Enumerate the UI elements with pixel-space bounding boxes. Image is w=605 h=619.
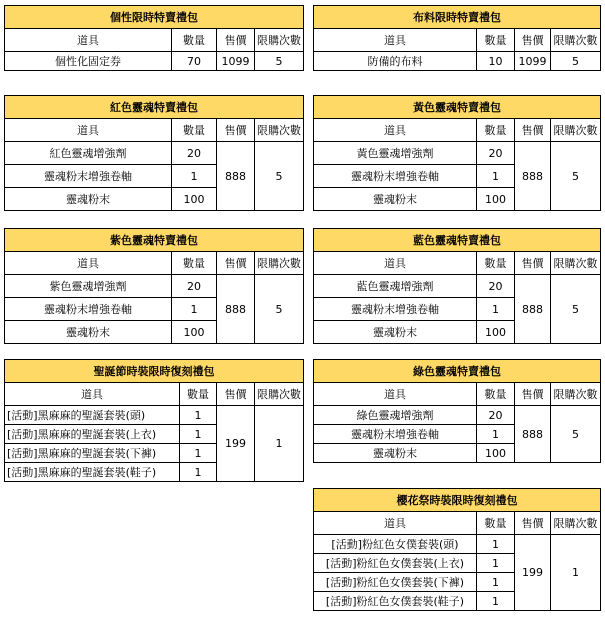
package-title: 紫色靈魂特賣禮包 bbox=[5, 229, 304, 252]
item-name: 靈魂粉末增強卷軸 bbox=[314, 165, 477, 188]
item-qty: 1 bbox=[477, 573, 515, 592]
item-name: 靈魂粉末 bbox=[314, 444, 477, 463]
header-limit: 限購次數 bbox=[255, 383, 304, 406]
package-table-green-soul bbox=[313, 359, 601, 463]
header-price: 售價 bbox=[217, 119, 255, 142]
item-name: 靈魂粉末增強卷軸 bbox=[314, 298, 477, 321]
item-name: 防備的布料 bbox=[314, 52, 477, 71]
header-item: 道具 bbox=[5, 119, 172, 142]
header-price: 售價 bbox=[515, 29, 551, 52]
package-table-christmas bbox=[4, 359, 304, 482]
item-qty: 100 bbox=[477, 321, 515, 344]
header-qty: 數量 bbox=[477, 383, 515, 406]
item-name: 靈魂粉末增強卷軸 bbox=[5, 298, 172, 321]
package-limit: 5 bbox=[551, 275, 601, 344]
package-price: 888 bbox=[217, 275, 255, 344]
header-limit: 限購次數 bbox=[255, 29, 304, 52]
header-item: 道具 bbox=[314, 252, 477, 275]
header-qty: 數量 bbox=[477, 252, 515, 275]
header-limit: 限購次數 bbox=[551, 29, 601, 52]
item-name: 藍色靈魂增強劑 bbox=[314, 275, 477, 298]
package-table-purple-soul bbox=[4, 228, 304, 344]
item-qty: 1 bbox=[180, 425, 217, 444]
item-name: 靈魂粉末 bbox=[314, 188, 477, 211]
package-limit: 5 bbox=[255, 52, 304, 71]
package-price: 888 bbox=[515, 406, 551, 463]
package-table-sakura bbox=[313, 488, 601, 611]
header-qty: 數量 bbox=[172, 252, 217, 275]
package-price: 199 bbox=[515, 535, 551, 611]
item-qty: 1 bbox=[477, 165, 515, 188]
header-limit: 限購次數 bbox=[551, 512, 601, 535]
item-qty: 1 bbox=[180, 463, 217, 482]
item-name: [活動]黑麻麻的聖誕套裝(鞋子) bbox=[5, 463, 180, 482]
item-name: 靈魂粉末增強卷軸 bbox=[5, 165, 172, 188]
header-qty: 數量 bbox=[172, 119, 217, 142]
package-price: 888 bbox=[515, 142, 551, 211]
package-title: 個性限時特賣禮包 bbox=[5, 6, 304, 29]
item-name: 靈魂粉末增強卷軸 bbox=[314, 425, 477, 444]
package-price: 1099 bbox=[217, 52, 255, 71]
package-title: 布料限時特賣禮包 bbox=[314, 6, 601, 29]
header-price: 售價 bbox=[515, 383, 551, 406]
item-name: 個性化固定券 bbox=[5, 52, 172, 71]
item-name: [活動]粉紅色女僕套裝(上衣) bbox=[314, 554, 477, 573]
header-item: 道具 bbox=[5, 383, 180, 406]
package-price: 1099 bbox=[515, 52, 551, 71]
item-qty: 1 bbox=[172, 165, 217, 188]
item-qty: 100 bbox=[477, 444, 515, 463]
package-title: 綠色靈魂特賣禮包 bbox=[314, 360, 601, 383]
header-price: 售價 bbox=[515, 512, 551, 535]
item-name: 靈魂粉末 bbox=[5, 321, 172, 344]
item-qty: 20 bbox=[477, 142, 515, 165]
item-qty: 20 bbox=[477, 406, 515, 425]
item-qty: 1 bbox=[477, 535, 515, 554]
header-item: 道具 bbox=[314, 29, 477, 52]
item-name: 黃色靈魂增強劑 bbox=[314, 142, 477, 165]
package-table-fabric bbox=[313, 5, 601, 71]
header-item: 道具 bbox=[5, 29, 172, 52]
package-title: 櫻花祭時裝限時復刻禮包 bbox=[314, 489, 601, 512]
header-qty: 數量 bbox=[172, 29, 217, 52]
package-price: 888 bbox=[515, 275, 551, 344]
item-name: [活動]黑麻麻的聖誕套裝(上衣) bbox=[5, 425, 180, 444]
item-qty: 1 bbox=[172, 298, 217, 321]
item-name: 紫色靈魂增強劑 bbox=[5, 275, 172, 298]
header-qty: 數量 bbox=[477, 512, 515, 535]
package-limit: 5 bbox=[255, 142, 304, 211]
package-limit: 1 bbox=[551, 535, 601, 611]
item-name: [活動]粉紅色女僕套裝(下褲) bbox=[314, 573, 477, 592]
item-name: [活動]粉紅色女僕套裝(頭) bbox=[314, 535, 477, 554]
header-price: 售價 bbox=[217, 29, 255, 52]
package-price: 888 bbox=[217, 142, 255, 211]
package-limit: 5 bbox=[551, 52, 601, 71]
header-price: 售價 bbox=[217, 383, 255, 406]
package-table-blue-soul bbox=[313, 228, 601, 344]
item-qty: 100 bbox=[477, 188, 515, 211]
header-qty: 數量 bbox=[477, 119, 515, 142]
header-price: 售價 bbox=[515, 119, 551, 142]
header-limit: 限購次數 bbox=[255, 119, 304, 142]
item-name: [活動]黑麻麻的聖誕套裝(下褲) bbox=[5, 444, 180, 463]
item-name: 綠色靈魂增強劑 bbox=[314, 406, 477, 425]
header-price: 售價 bbox=[217, 252, 255, 275]
item-qty: 1 bbox=[477, 554, 515, 573]
package-table-personality bbox=[4, 5, 304, 71]
header-item: 道具 bbox=[314, 119, 477, 142]
item-name: 靈魂粉末 bbox=[314, 321, 477, 344]
package-price: 199 bbox=[217, 406, 255, 482]
item-qty: 20 bbox=[172, 275, 217, 298]
item-name: [活動]黑麻麻的聖誕套裝(頭) bbox=[5, 406, 180, 425]
item-qty: 20 bbox=[477, 275, 515, 298]
header-item: 道具 bbox=[314, 512, 477, 535]
header-limit: 限購次數 bbox=[551, 252, 601, 275]
package-title: 聖誕節時裝限時復刻禮包 bbox=[5, 360, 304, 383]
item-qty: 1 bbox=[477, 592, 515, 611]
item-qty: 1 bbox=[180, 444, 217, 463]
package-table-red-soul bbox=[4, 95, 304, 211]
item-name: 靈魂粉末 bbox=[5, 188, 172, 211]
header-item: 道具 bbox=[5, 252, 172, 275]
package-title: 黃色靈魂特賣禮包 bbox=[314, 96, 601, 119]
package-limit: 5 bbox=[255, 275, 304, 344]
item-qty: 100 bbox=[172, 188, 217, 211]
package-title: 紅色靈魂特賣禮包 bbox=[5, 96, 304, 119]
header-qty: 數量 bbox=[180, 383, 217, 406]
item-qty: 1 bbox=[477, 298, 515, 321]
header-price: 售價 bbox=[515, 252, 551, 275]
package-table-yellow-soul bbox=[313, 95, 601, 211]
header-item: 道具 bbox=[314, 383, 477, 406]
item-qty: 1 bbox=[180, 406, 217, 425]
package-limit: 1 bbox=[255, 406, 304, 482]
header-limit: 限購次數 bbox=[255, 252, 304, 275]
item-qty: 1 bbox=[477, 425, 515, 444]
package-limit: 5 bbox=[551, 142, 601, 211]
header-limit: 限購次數 bbox=[551, 383, 601, 406]
item-name: 紅色靈魂增強劑 bbox=[5, 142, 172, 165]
item-qty: 70 bbox=[172, 52, 217, 71]
package-title: 藍色靈魂特賣禮包 bbox=[314, 229, 601, 252]
item-qty: 10 bbox=[477, 52, 515, 71]
package-limit: 5 bbox=[551, 406, 601, 463]
item-name: [活動]粉紅色女僕套裝(鞋子) bbox=[314, 592, 477, 611]
header-limit: 限購次數 bbox=[551, 119, 601, 142]
header-qty: 數量 bbox=[477, 29, 515, 52]
item-qty: 100 bbox=[172, 321, 217, 344]
item-qty: 20 bbox=[172, 142, 217, 165]
